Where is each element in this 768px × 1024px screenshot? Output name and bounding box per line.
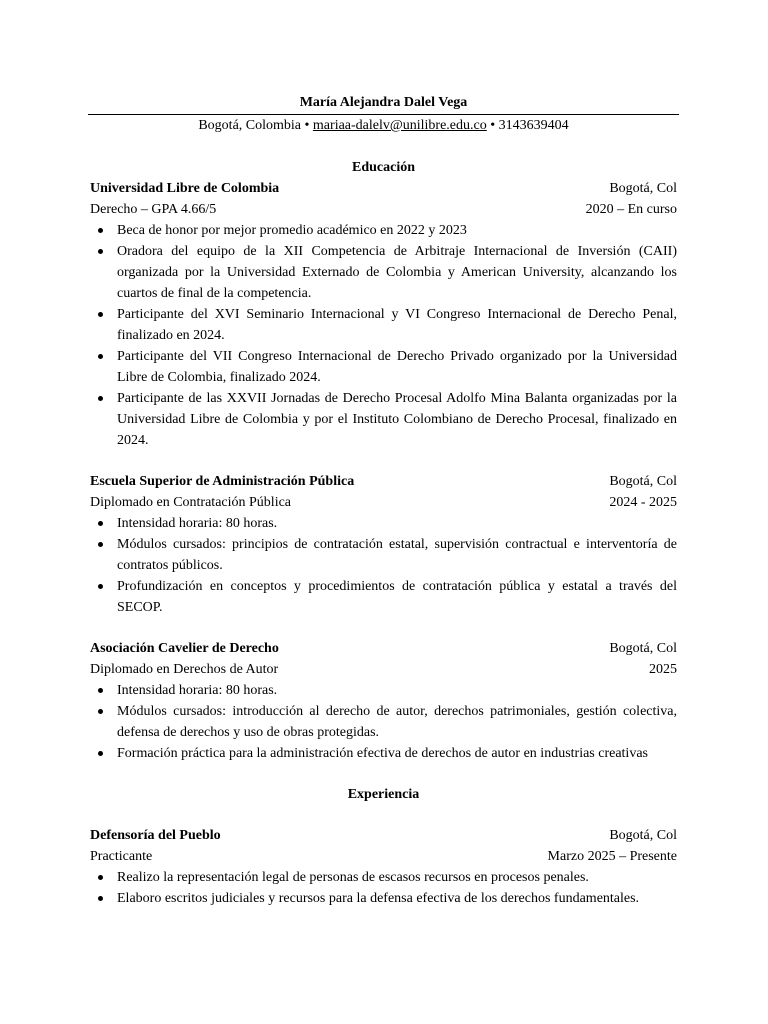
contact-line: [90, 115, 677, 136]
bullet-list: [90, 867, 677, 909]
list-item: Realizo la representación legal de personas de escasos recursos en procesos penales.: [90, 867, 677, 888]
contact-location: Bogotá, Colombia •: [198, 118, 313, 133]
entry-location: Bogotá, Col: [609, 828, 677, 843]
entry-dates: 2020 – En curso: [585, 202, 677, 217]
list-item: Participante del XVI Seminario Internacional y VI Congreso Internacional de Derecho Penal, finalizado en 2024.: [90, 304, 677, 346]
education-entry: [90, 178, 677, 451]
entry-header: [90, 178, 677, 199]
email-link[interactable]: mariaa-dalelv@unilibre.edu.co: [312, 118, 487, 133]
experience-title: Experiencia: [347, 787, 420, 802]
list-item: Beca de honor por mejor promedio académico en 2022 y 2023: [90, 220, 677, 241]
bullet-list: [90, 513, 677, 618]
entry-location: Bogotá, Col: [609, 641, 677, 656]
program-name: Diplomado en Derechos de Autor: [90, 662, 279, 677]
candidate-name: María Alejandra Dalel Vega: [299, 95, 468, 110]
entry-subheader: [90, 659, 677, 680]
list-item: Elaboro escritos judiciales y recursos para la defensa efectiva de los derechos fundamentales.: [90, 888, 677, 909]
organization-name: Defensoría del Pueblo: [90, 828, 221, 843]
entry-subheader: [90, 492, 677, 513]
institution-name: Escuela Superior de Administración Pública: [90, 474, 355, 489]
entry-header: [90, 825, 677, 846]
entry-subheader: [90, 199, 677, 220]
education-entry: [90, 638, 677, 764]
role-name: Practicante: [90, 849, 153, 864]
list-item: Profundización en conceptos y procedimientos de contratación pública y estatal a través del SECOP.: [90, 576, 677, 618]
list-item: Participante del VII Congreso Internacional de Derecho Privado organizado por la Universidad Libre de Colombia, finalizado 2024.: [90, 346, 677, 388]
list-item: Participante de las XXVII Jornadas de Derecho Procesal Adolfo Mina Balanta organizadas por la Universidad Libre de Colombia y por el Instituto Colombiano de Derecho Procesal, finalizado en 2024.: [90, 388, 677, 451]
bullet-list: [90, 220, 677, 451]
bullet-list: [90, 680, 677, 764]
entry-dates: 2024 - 2025: [609, 495, 677, 510]
institution-name: Asociación Cavelier de Derecho: [90, 641, 279, 656]
list-item: Oradora del equipo de la XII Competencia de Arbitraje Internacional de Inversión (CAII) organizada por la Universidad Externado de Colombia y American University, alcanzando los cuartos de final de la competencia.: [90, 241, 677, 304]
entry-header: [90, 638, 677, 659]
resume-content: [90, 92, 677, 909]
program-name: Derecho – GPA 4.66/5: [90, 202, 217, 217]
entry-dates: Marzo 2025 – Presente: [547, 849, 677, 864]
entry-dates: 2025: [649, 662, 677, 677]
experience-entry: [90, 825, 677, 909]
list-item: Intensidad horaria: 80 horas.: [90, 680, 677, 701]
contact-phone: • 3143639404: [486, 118, 569, 133]
program-name: Diplomado en Contratación Pública: [90, 495, 292, 510]
list-item: Módulos cursados: principios de contratación estatal, supervisión contractual e interventoría de contratos públicos.: [90, 534, 677, 576]
entry-location: Bogotá, Col: [609, 474, 677, 489]
entry-subheader: [90, 846, 677, 867]
education-title: Educación: [351, 160, 415, 175]
list-item: Intensidad horaria: 80 horas.: [90, 513, 677, 534]
education-entry: [90, 471, 677, 618]
entry-header: [90, 471, 677, 492]
entry-location: Bogotá, Col: [609, 181, 677, 196]
list-item: Formación práctica para la administración efectiva de derechos de autor en industrias creativas: [90, 743, 677, 764]
institution-name: Universidad Libre de Colombia: [90, 181, 280, 196]
list-item: Módulos cursados: introducción al derecho de autor, derechos patrimoniales, gestión colectiva, defensa de derechos y uso de obras protegidas.: [90, 701, 677, 743]
